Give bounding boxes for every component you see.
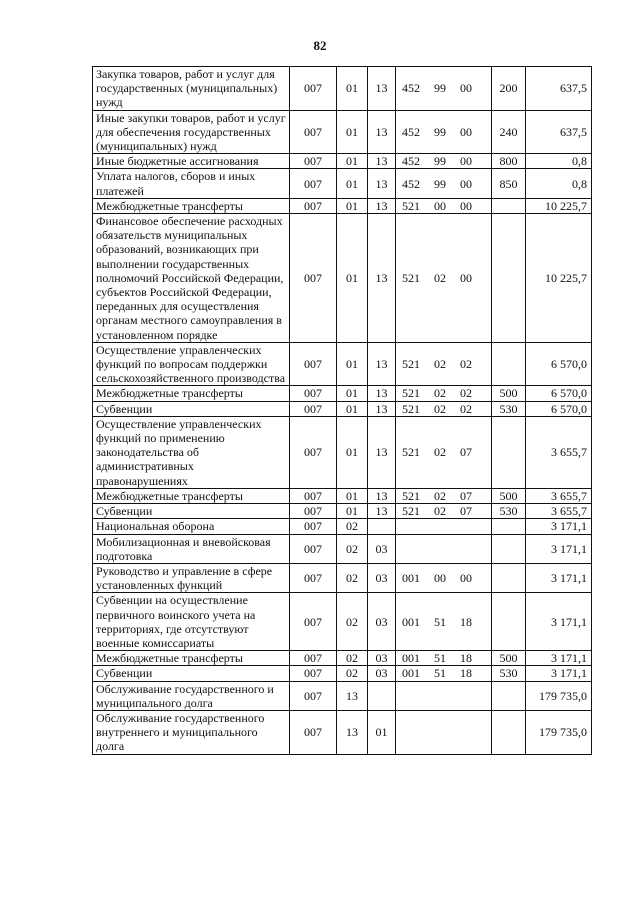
amount-cell: 637,5 <box>526 67 592 111</box>
table-row <box>93 534 592 563</box>
target-article-code-cell <box>396 534 492 563</box>
expense-type-code-cell <box>492 563 526 592</box>
expense-type-code-cell <box>492 710 526 754</box>
department-code-cell: 007 <box>290 416 337 488</box>
subsection-code-cell: 13 <box>368 401 396 416</box>
amount-cell: 3 171,1 <box>526 666 592 681</box>
section-code-cell: 01 <box>337 386 368 401</box>
target-article-code-cell: 452 99 00 <box>396 154 492 169</box>
department-code-cell: 007 <box>290 67 337 111</box>
subsection-code-cell: 13 <box>368 504 396 519</box>
table-row <box>93 563 592 592</box>
section-code-cell: 01 <box>337 214 368 343</box>
table-row <box>93 593 592 651</box>
amount-cell: 6 570,0 <box>526 386 592 401</box>
row-name-cell: Иные бюджетные ассигнования <box>93 154 290 169</box>
department-code-cell: 007 <box>290 710 337 754</box>
table-row <box>93 214 592 343</box>
row-name-cell: Осуществление управленческих функций по применению законодательства об административных правонарушениях <box>93 416 290 488</box>
department-code-cell: 007 <box>290 563 337 592</box>
row-name-cell: Межбюджетные трансферты <box>93 198 290 213</box>
section-code-cell: 02 <box>337 651 368 666</box>
row-name-cell: Субвенции <box>93 401 290 416</box>
target-article-code-cell: 001 51 18 <box>396 593 492 651</box>
section-code-cell: 02 <box>337 666 368 681</box>
row-name-cell: Обслуживание государственного и муниципального долга <box>93 681 290 710</box>
subsection-code-cell: 13 <box>368 67 396 111</box>
table-row <box>93 169 592 198</box>
expense-type-code-cell: 500 <box>492 386 526 401</box>
section-code-cell: 01 <box>337 488 368 503</box>
subsection-code-cell: 03 <box>368 593 396 651</box>
section-code-cell: 02 <box>337 519 368 534</box>
row-name-cell: Уплата налогов, сборов и иных платежей <box>93 169 290 198</box>
amount-cell: 3 171,1 <box>526 519 592 534</box>
department-code-cell: 007 <box>290 110 337 154</box>
expense-type-code-cell <box>492 593 526 651</box>
section-code-cell: 01 <box>337 198 368 213</box>
target-article-code-cell <box>396 519 492 534</box>
target-article-code-cell: 521 00 00 <box>396 198 492 213</box>
table-row <box>93 651 592 666</box>
expense-type-code-cell: 800 <box>492 154 526 169</box>
table-row <box>93 67 592 111</box>
section-code-cell: 01 <box>337 401 368 416</box>
expense-type-code-cell: 530 <box>492 401 526 416</box>
subsection-code-cell <box>368 681 396 710</box>
row-name-cell: Субвенции <box>93 504 290 519</box>
table-row <box>93 504 592 519</box>
expense-type-code-cell <box>492 198 526 213</box>
subsection-code-cell: 03 <box>368 563 396 592</box>
target-article-code-cell: 452 99 00 <box>396 110 492 154</box>
table-row <box>93 681 592 710</box>
subsection-code-cell: 13 <box>368 386 396 401</box>
table-row <box>93 154 592 169</box>
amount-cell: 3 171,1 <box>526 563 592 592</box>
table-row <box>93 198 592 213</box>
section-code-cell: 02 <box>337 563 368 592</box>
amount-cell: 6 570,0 <box>526 342 592 386</box>
subsection-code-cell <box>368 519 396 534</box>
table-row <box>93 488 592 503</box>
department-code-cell: 007 <box>290 593 337 651</box>
subsection-code-cell: 13 <box>368 198 396 213</box>
amount-cell: 0,8 <box>526 154 592 169</box>
section-code-cell: 01 <box>337 169 368 198</box>
subsection-code-cell: 03 <box>368 666 396 681</box>
row-name-cell: Субвенции на осуществление первичного воинского учета на территориях, где отсутствуют военные комиссариаты <box>93 593 290 651</box>
target-article-code-cell: 521 02 02 <box>396 342 492 386</box>
target-article-code-cell: 521 02 07 <box>396 416 492 488</box>
department-code-cell: 007 <box>290 666 337 681</box>
expense-type-code-cell: 240 <box>492 110 526 154</box>
table-row <box>93 519 592 534</box>
row-name-cell: Мобилизационная и вневойсковая подготовка <box>93 534 290 563</box>
budget-table-body <box>93 67 592 755</box>
row-name-cell: Обслуживание государственного внутреннего и муниципального долга <box>93 710 290 754</box>
subsection-code-cell: 13 <box>368 416 396 488</box>
expense-type-code-cell <box>492 519 526 534</box>
expense-type-code-cell <box>492 416 526 488</box>
amount-cell: 3 655,7 <box>526 416 592 488</box>
target-article-code-cell: 452 99 00 <box>396 67 492 111</box>
amount-cell: 10 225,7 <box>526 214 592 343</box>
subsection-code-cell: 13 <box>368 488 396 503</box>
subsection-code-cell: 13 <box>368 154 396 169</box>
row-name-cell: Межбюджетные трансферты <box>93 651 290 666</box>
target-article-code-cell: 521 02 07 <box>396 488 492 503</box>
expense-type-code-cell: 500 <box>492 651 526 666</box>
target-article-code-cell <box>396 710 492 754</box>
amount-cell: 10 225,7 <box>526 198 592 213</box>
section-code-cell: 02 <box>337 593 368 651</box>
amount-cell: 3 171,1 <box>526 534 592 563</box>
target-article-code-cell: 521 02 02 <box>396 386 492 401</box>
amount-cell: 179 735,0 <box>526 710 592 754</box>
section-code-cell: 01 <box>337 504 368 519</box>
row-name-cell: Национальная оборона <box>93 519 290 534</box>
target-article-code-cell: 521 02 00 <box>396 214 492 343</box>
table-row <box>93 710 592 754</box>
subsection-code-cell: 13 <box>368 214 396 343</box>
department-code-cell: 007 <box>290 154 337 169</box>
target-article-code-cell: 001 00 00 <box>396 563 492 592</box>
department-code-cell: 007 <box>290 519 337 534</box>
amount-cell: 179 735,0 <box>526 681 592 710</box>
department-code-cell: 007 <box>290 534 337 563</box>
section-code-cell: 01 <box>337 110 368 154</box>
subsection-code-cell: 03 <box>368 534 396 563</box>
table-row <box>93 110 592 154</box>
target-article-code-cell: 452 99 00 <box>396 169 492 198</box>
target-article-code-cell: 521 02 07 <box>396 504 492 519</box>
table-row <box>93 666 592 681</box>
expense-type-code-cell <box>492 681 526 710</box>
target-article-code-cell <box>396 681 492 710</box>
department-code-cell: 007 <box>290 681 337 710</box>
section-code-cell: 01 <box>337 67 368 111</box>
expense-type-code-cell: 500 <box>492 488 526 503</box>
expense-type-code-cell <box>492 214 526 343</box>
table-row <box>93 401 592 416</box>
amount-cell: 0,8 <box>526 169 592 198</box>
amount-cell: 637,5 <box>526 110 592 154</box>
subsection-code-cell: 03 <box>368 651 396 666</box>
amount-cell: 3 171,1 <box>526 593 592 651</box>
amount-cell: 3 655,7 <box>526 504 592 519</box>
expense-type-code-cell: 200 <box>492 67 526 111</box>
row-name-cell: Иные закупки товаров, работ и услуг для обеспечения государственных (муниципальных) нужд <box>93 110 290 154</box>
subsection-code-cell: 01 <box>368 710 396 754</box>
page-number: 82 <box>313 38 327 53</box>
row-name-cell: Осуществление управленческих функций по вопросам поддержки сельскохозяйственного производства <box>93 342 290 386</box>
target-article-code-cell: 001 51 18 <box>396 651 492 666</box>
row-name-cell: Субвенции <box>93 666 290 681</box>
department-code-cell: 007 <box>290 169 337 198</box>
subsection-code-cell: 13 <box>368 169 396 198</box>
subsection-code-cell: 13 <box>368 342 396 386</box>
department-code-cell: 007 <box>290 504 337 519</box>
section-code-cell: 13 <box>337 681 368 710</box>
expense-type-code-cell <box>492 342 526 386</box>
table-row <box>93 386 592 401</box>
budget-table <box>92 66 592 755</box>
target-article-code-cell: 521 02 02 <box>396 401 492 416</box>
section-code-cell: 01 <box>337 342 368 386</box>
department-code-cell: 007 <box>290 342 337 386</box>
expense-type-code-cell: 850 <box>492 169 526 198</box>
expense-type-code-cell <box>492 534 526 563</box>
row-name-cell: Руководство и управление в сфере установленных функций <box>93 563 290 592</box>
department-code-cell: 007 <box>290 651 337 666</box>
row-name-cell: Финансовое обеспечение расходных обязательств муниципальных образований, возникающих при выполнении государственных полномочий Российской Федерации, субъектов Российской Федерации, переданных для осуществления органам местного самоуправления в установленном порядке <box>93 214 290 343</box>
section-code-cell: 01 <box>337 154 368 169</box>
amount-cell: 3 171,1 <box>526 651 592 666</box>
subsection-code-cell: 13 <box>368 110 396 154</box>
department-code-cell: 007 <box>290 198 337 213</box>
amount-cell: 6 570,0 <box>526 401 592 416</box>
section-code-cell: 02 <box>337 534 368 563</box>
section-code-cell: 01 <box>337 416 368 488</box>
department-code-cell: 007 <box>290 488 337 503</box>
target-article-code-cell: 001 51 18 <box>396 666 492 681</box>
row-name-cell: Межбюджетные трансферты <box>93 386 290 401</box>
row-name-cell: Межбюджетные трансферты <box>93 488 290 503</box>
row-name-cell: Закупка товаров, работ и услуг для государственных (муниципальных) нужд <box>93 67 290 111</box>
amount-cell: 3 655,7 <box>526 488 592 503</box>
table-row <box>93 342 592 386</box>
department-code-cell: 007 <box>290 214 337 343</box>
expense-type-code-cell: 530 <box>492 504 526 519</box>
expense-type-code-cell: 530 <box>492 666 526 681</box>
table-row <box>93 416 592 488</box>
section-code-cell: 13 <box>337 710 368 754</box>
department-code-cell: 007 <box>290 401 337 416</box>
department-code-cell: 007 <box>290 386 337 401</box>
